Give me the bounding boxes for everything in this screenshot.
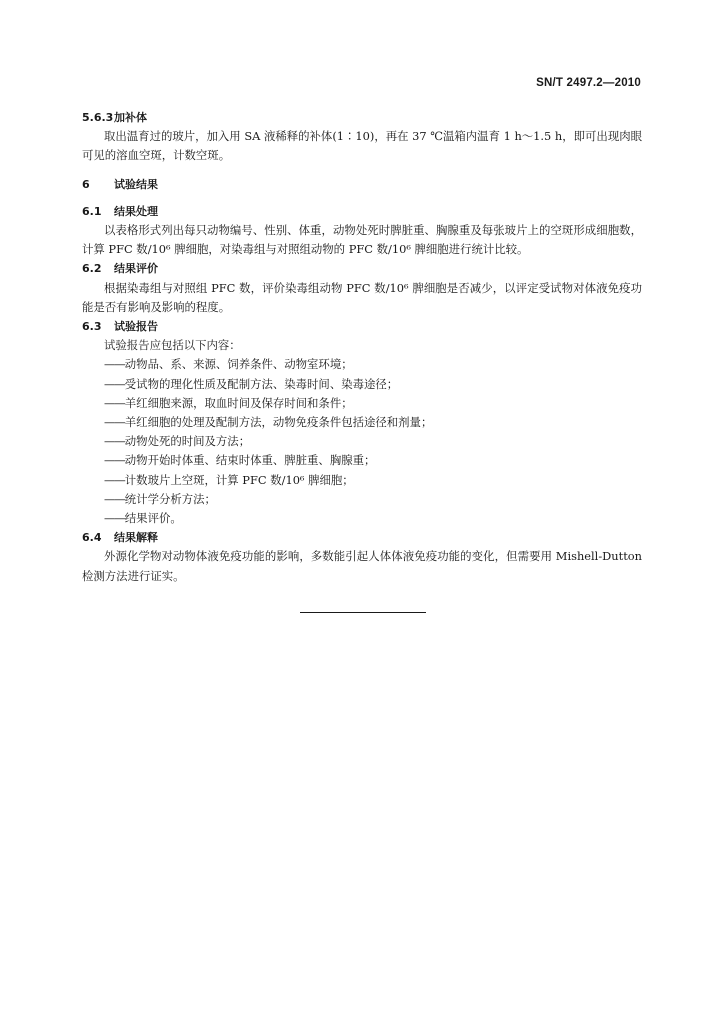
page-content bbox=[82, 108, 642, 586]
list-item-text: 统计学分析方法； bbox=[124, 491, 216, 506]
list-dash: —— bbox=[104, 453, 125, 468]
paragraph: 取出温育过的玻片，加入用 SA 液稀释的补体(1∶10)，再在 37 ℃温箱内温育 1 h～1.5 h，即可出现肉眼可见的溶血空斑，计数空斑。 bbox=[82, 129, 642, 163]
section-5-6-3 bbox=[82, 108, 642, 166]
list-dash: —— bbox=[104, 472, 125, 487]
section-6-1 bbox=[82, 202, 642, 260]
section-title: 结果处理 bbox=[114, 204, 158, 218]
list-item-text: 动物品、系、来源、饲养条件、动物室环境； bbox=[124, 357, 353, 372]
section-heading bbox=[82, 108, 642, 127]
section-title: 试验报告 bbox=[114, 320, 158, 334]
list-item bbox=[82, 375, 642, 394]
list-dash: —— bbox=[104, 511, 125, 526]
list-item-text: 计数玻片上空斑，计算 PFC 数/10⁶ 脾细胞； bbox=[124, 472, 354, 487]
section-heading bbox=[82, 202, 642, 221]
list-item-text: 羊红细胞来源，取血时间及保存时间和条件； bbox=[124, 395, 353, 410]
list-item-text: 羊红细胞的处理及配制方法，动物免疫条件包括途径和剂量； bbox=[124, 415, 433, 430]
list-dash: —— bbox=[104, 434, 125, 449]
paragraph: 以表格形式列出每只动物编号、性别、体重，动物处死时脾脏重、胸腺重及每张玻片上的空斑形成细胞数，计算 PFC 数/10⁶ 脾细胞，对染毒组与对照组动物的 PFC 数/10⁶ 脾细胞进行统计比较。 bbox=[82, 223, 642, 257]
list-item bbox=[82, 355, 642, 374]
standard-code: SN/T 2497.2—2010 bbox=[536, 77, 641, 89]
list-item bbox=[82, 394, 642, 413]
section-title: 结果评价 bbox=[114, 262, 158, 276]
chapter-number: 6 bbox=[82, 177, 90, 191]
section-6-4 bbox=[82, 528, 642, 586]
section-heading bbox=[82, 528, 642, 547]
list-item bbox=[82, 413, 642, 432]
section-heading bbox=[82, 317, 642, 336]
list-item bbox=[82, 471, 642, 490]
list-item bbox=[82, 432, 642, 451]
paragraph: 外源化学物对动物体液免疫功能的影响，多数能引起人体体液免疫功能的变化，但需要用 Mishell-Dutton 检测方法进行证实。 bbox=[82, 549, 642, 583]
end-of-document-rule bbox=[300, 612, 426, 613]
section-number: 5.6.3 bbox=[82, 111, 114, 124]
section-title: 结果解释 bbox=[114, 531, 158, 545]
list-dash: —— bbox=[104, 415, 125, 430]
paragraph: 试验报告应包括以下内容： bbox=[104, 338, 241, 353]
section-heading bbox=[82, 259, 642, 278]
list-item-text: 受试物的理化性质及配制方法、染毒时间、染毒途径； bbox=[124, 376, 399, 391]
list-item-text: 动物处死的时间及方法； bbox=[124, 434, 251, 449]
section-number: 6.1 bbox=[82, 204, 102, 218]
list-dash: —— bbox=[104, 491, 125, 506]
section-title: 加补体 bbox=[114, 111, 147, 124]
list-item-text: 动物开始时体重、结束时体重、脾脏重、胸腺重； bbox=[124, 453, 376, 468]
list-item bbox=[82, 451, 642, 470]
chapter-heading bbox=[82, 175, 642, 194]
list-item-text: 结果评价。 bbox=[124, 511, 182, 526]
section-number: 6.3 bbox=[82, 320, 102, 334]
list-item bbox=[82, 490, 642, 509]
list-dash: —— bbox=[104, 357, 125, 372]
section-6-3 bbox=[82, 317, 642, 528]
section-6-2 bbox=[82, 259, 642, 317]
list-dash: —— bbox=[104, 376, 125, 391]
chapter-title: 试验结果 bbox=[114, 177, 158, 191]
section-number: 6.4 bbox=[82, 531, 102, 545]
paragraph: 根据染毒组与对照组 PFC 数，评价染毒组动物 PFC 数/10⁶ 脾细胞是否减少，以评定受试物对体液免疫功能是否有影响及影响的程度。 bbox=[82, 280, 642, 314]
list-dash: —— bbox=[104, 395, 125, 410]
section-number: 6.2 bbox=[82, 262, 102, 276]
list-item bbox=[82, 509, 642, 528]
